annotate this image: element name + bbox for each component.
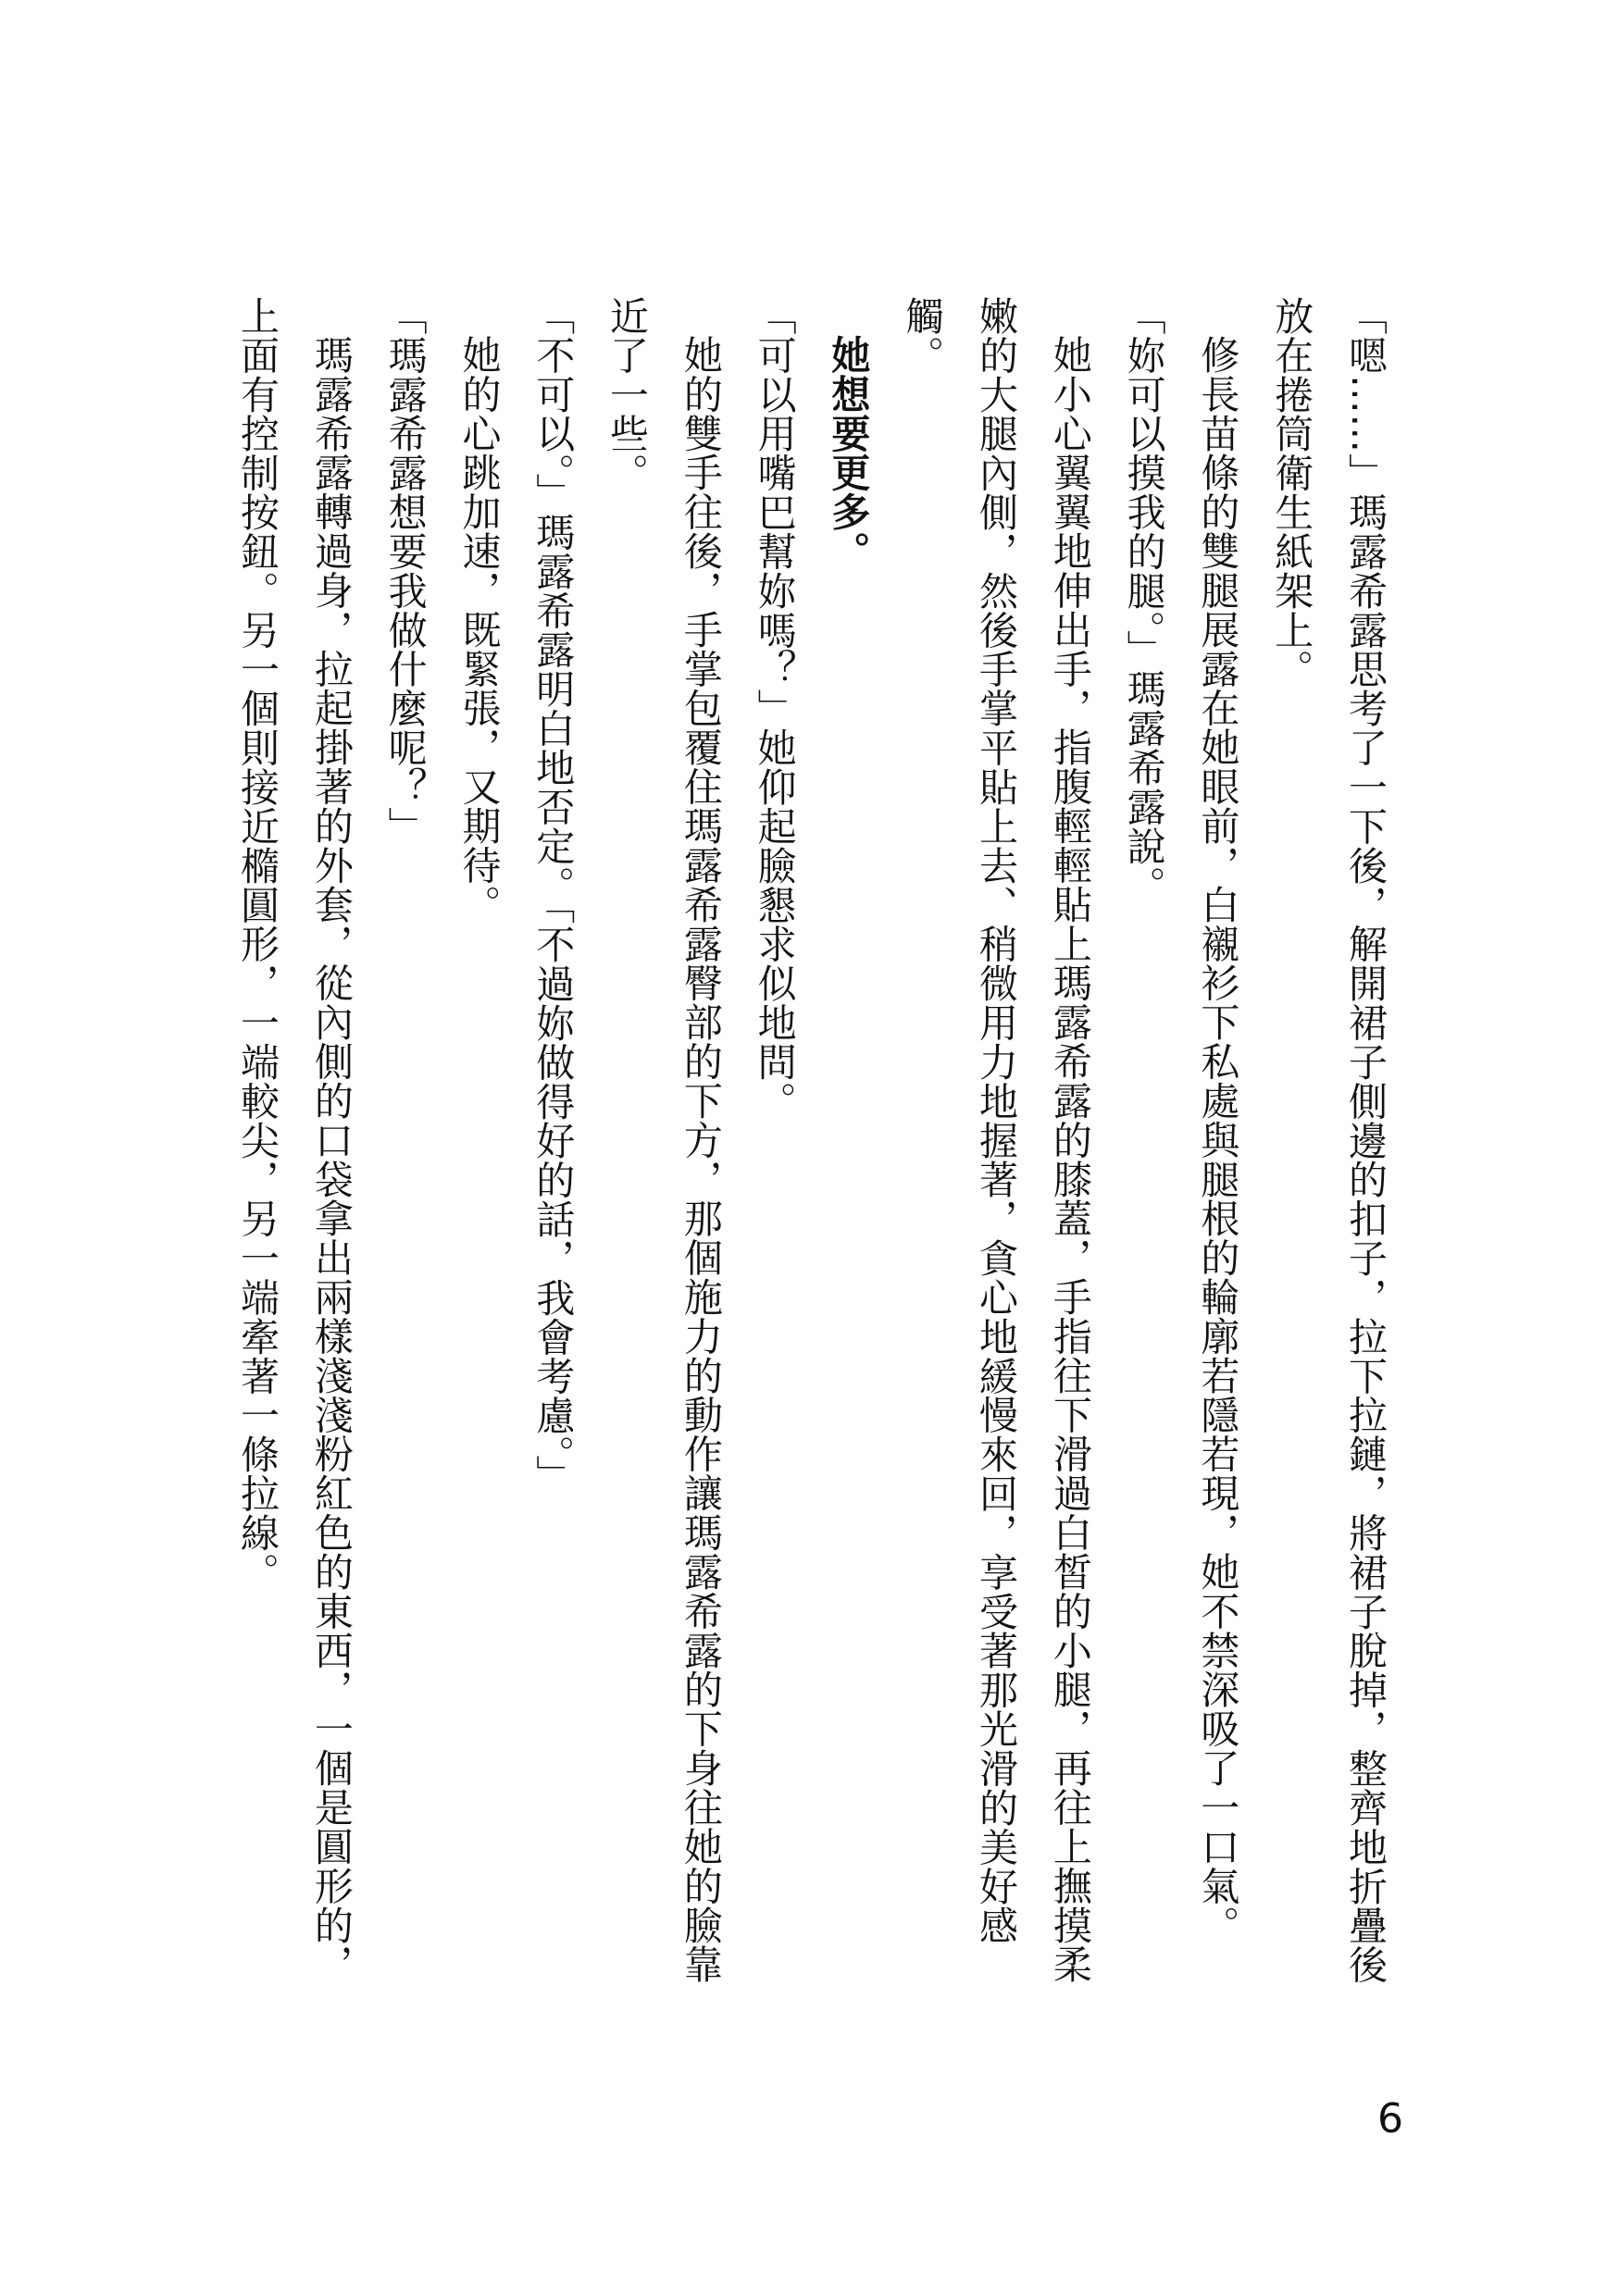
- paragraph-10: 「瑪露希露想要我做什麼呢？」: [382, 296, 429, 846]
- paragraph-3: 「妳可以摸我的腿。」瑪露希露說。: [1121, 296, 1167, 905]
- paragraph-11: 瑪露希露轉過身，拉起掛著的外套，從內側的口袋拿出兩樣淺淺粉紅色的東西，一個是圓形的，上面有控制按鈕。另一個則接近橢圓形，一端較尖，另一端牽著一條拉線。: [235, 296, 355, 1984]
- paragraph-5: 她想要更多。: [826, 335, 872, 571]
- paragraph-2: 修長苗條的雙腿展露在她眼前，白襯衫下私處與腿根的輪廓若隱若現，她不禁深吸了一口氣。: [1195, 335, 1241, 1945]
- paragraph-8: 「不可以。」瑪露希露明白地否定。「不過妳做得好的話，我會考慮。」: [530, 296, 577, 1495]
- vertical-text-body: [220, 296, 1402, 2017]
- paragraph-1: 「嗯……」瑪露希露思考了一下後，解開裙子側邊的扣子，拉下拉鏈，將裙子脫掉，整齊地折疊後放在捲筒衛生紙架上。: [1269, 296, 1389, 1985]
- paragraph-7: 她的雙手往後，手掌包覆住瑪露希露臀部的下方，那個施力的動作讓瑪露希露的下身往她的臉靠近了一些。: [604, 296, 724, 1984]
- paragraph-4: 她小心翼翼地伸出手，指腹輕輕貼上瑪露希露的膝蓋，手指往下滑過白皙的小腿，再往上撫摸柔嫩的大腿內側，然後手掌平貼上去、稍微用力地握著，貪心地緩慢來回，享受著那光滑的美好感觸。: [900, 296, 1093, 1984]
- paragraph-9: 她的心跳加速，既緊張，又期待。: [456, 335, 503, 925]
- page-number: 6: [1377, 2095, 1403, 2142]
- paragraph-6: 「可以用嘴巴幫妳嗎？」她仰起臉懇求似地問。: [752, 296, 798, 1121]
